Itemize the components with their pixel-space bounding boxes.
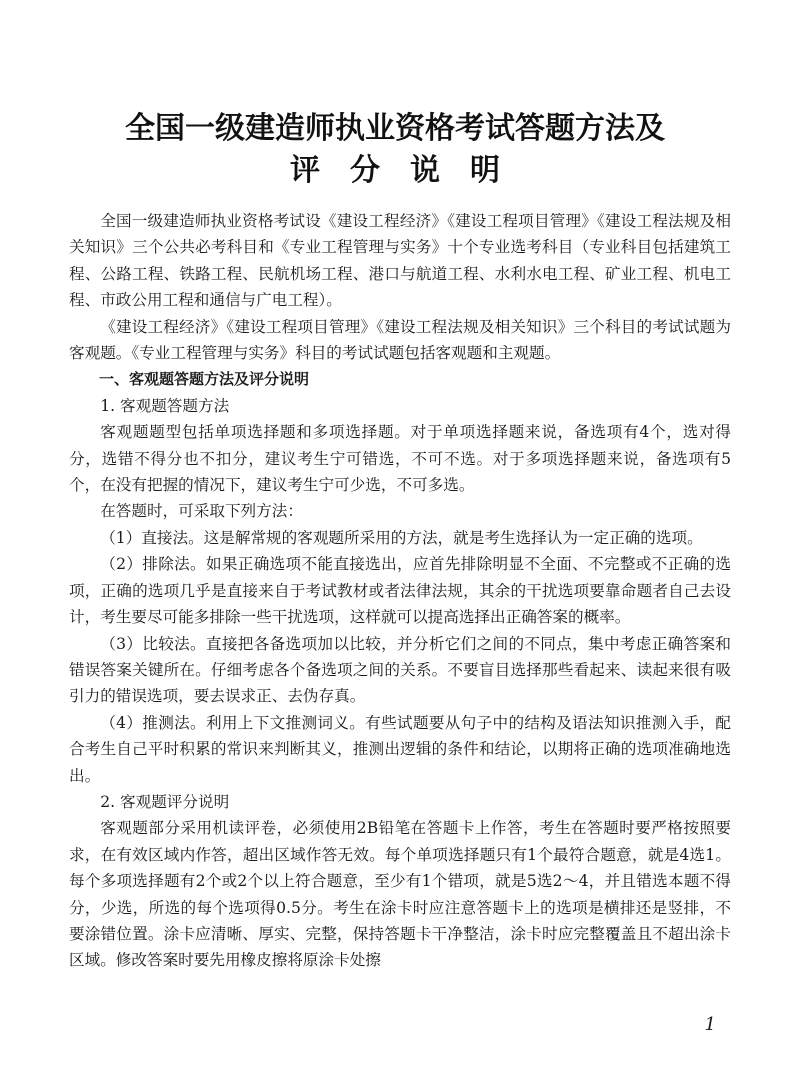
paragraph: 客观题题型包括单项选择题和多项选择题。对于单项选择题来说，备选项有4个，选对得分，选错不得分也不扣分，建议考生宁可错选，不可不选。对于多项选择题来说，备选项有5个，在没有把握的情况下，建议考生宁可少选，不可多选。 [69,423,731,495]
paragraph: 客观题部分采用机读评卷，必须使用2B铅笔在答题卡上作答，考生在答题时要严格按照要求，在有效区域内作答，超出区域作答无效。每个单项选择题只有1个最符合题意，就是4选1。每个多项选择题有2个或2个以上符合题意，至少有1个错项，就是5选2～4，并且错选本题不得分，少选，所选的每个选项得0.5分。考生在涂卡时应注意答题卡上的选项是横排还是竖排，不要涂错位置。涂卡应清晰、厚实、完整，保持答题卡干净整洁，涂卡时应完整覆盖且不超出涂卡区域。修改答案时要先用橡皮擦将原涂卡处擦 [69,819,731,970]
subsection-heading: 1. 客观题答题方法 [100,396,230,415]
subsection-heading: 2. 客观题评分说明 [100,792,230,811]
paragraph: （2）排除法。如果正确选项不能直接选出，应首先排除明显不全面、不完整或不正确的选项，正确的选项几乎是直接来自于考试教材或者法律法规，其余的干扰选项要靠命题者自己去设计，考生要尽可能多排除一些干扰选项，这样就可以提高选择出正确答案的概率。 [69,555,731,627]
paragraph: （1）直接法。这是解常规的客观题所采用的方法，就是考生选择认为一定正确的选项。 [100,528,703,547]
paragraph: 《建设工程经济》《建设工程项目管理》《建设工程法规及相关知识》三个科目的考试试题为客观题。《专业工程管理与实务》科目的考试试题包括客观题和主观题。 [69,317,731,363]
paragraph: 在答题时，可采取下列方法： [100,502,303,521]
paragraph: （3）比较法。直接把各备选项加以比较，并分析它们之间的不同点，集中考虑正确答案和错误答案关键所在。仔细考虑各个备选项之间的关系。不要盲目选择那些看起来、读起来很有吸引力的错误选项，要去误求正、去伪存真。 [69,634,731,706]
body-text [69,208,731,974]
paragraph: 全国一级建造师执业资格考试设《建设工程经济》《建设工程项目管理》《建设工程法规及相关知识》三个公共必考科目和《专业工程管理与实务》十个专业选考科目（专业科目包括建筑工程、公路工程、铁路工程、民航机场工程、港口与航道工程、水利水电工程、矿业工程、机电工程、市政公用工程和通信与广电工程）。 [69,212,731,310]
title-line-2: 评分说明 [290,153,530,188]
page-number: 1 [704,1014,716,1035]
section-heading: 一、客观题答题方法及评分说明 [99,370,310,389]
paragraph: （4）推测法。利用上下文推测词义。有些试题要从句子中的结构及语法知识推测入手，配合考生自己平时积累的常识来判断其义，推测出逻辑的条件和结论，以期将正确的选项准确地选出。 [69,713,731,785]
title-line-1: 全国一级建造师执业资格考试答题方法及 [125,111,665,146]
